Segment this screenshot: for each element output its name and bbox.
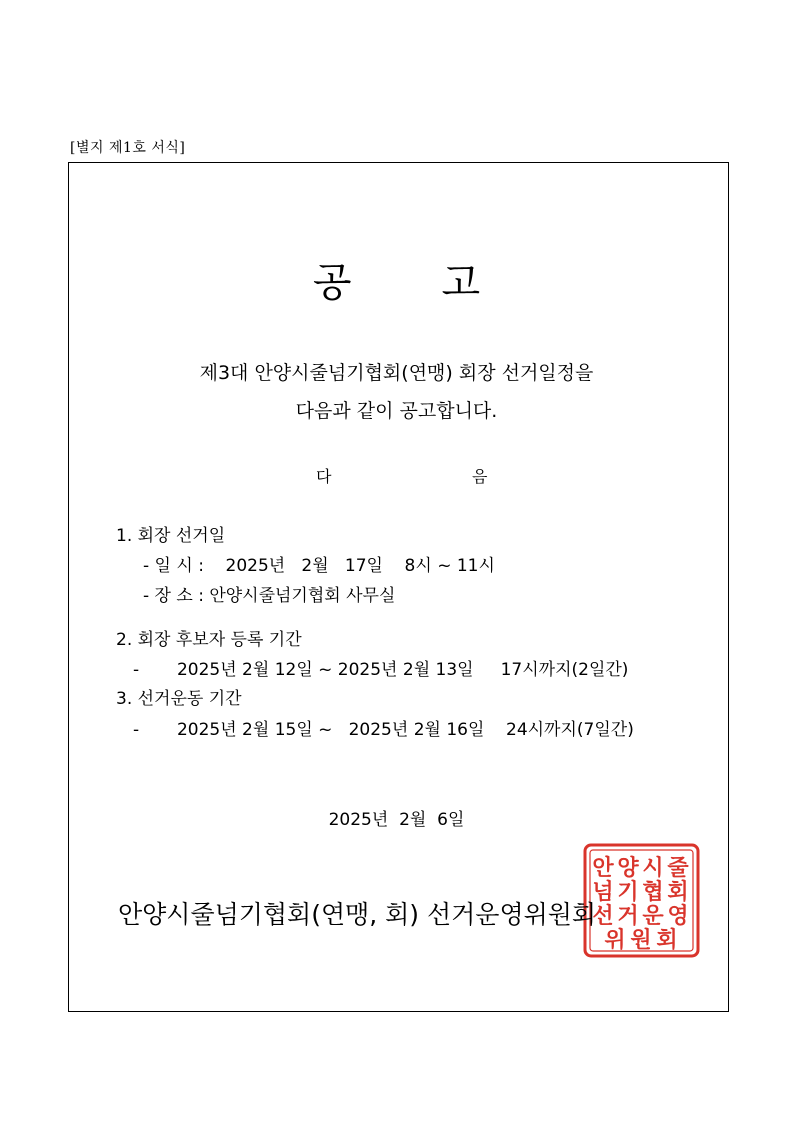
svg-text:회: 회 bbox=[667, 880, 689, 905]
svg-text:원: 원 bbox=[630, 928, 652, 953]
election-place: - 장 소 : 안양시줄넘기협회 사무실 bbox=[143, 586, 396, 606]
registration-period: - 2025년 2월 12일 ~ 2025년 2월 13일 17시까지(2일간) bbox=[133, 660, 629, 680]
intro-line-2: 다음과 같이 공고합니다. bbox=[295, 400, 498, 422]
svg-text:넘: 넘 bbox=[592, 880, 614, 905]
intro-line-1: 제3대 안양시줄넘기협회(연맹) 회장 선거일정을 bbox=[199, 362, 594, 384]
svg-text:운: 운 bbox=[642, 904, 664, 929]
svg-text:거: 거 bbox=[617, 904, 639, 929]
registration-heading: 2. 회장 후보자 등록 기간 bbox=[116, 630, 302, 650]
svg-text:안: 안 bbox=[592, 856, 614, 881]
svg-text:선: 선 bbox=[592, 904, 614, 929]
committee-name: 안양시줄넘기협회(연맹, 회) 선거운영위원회 bbox=[118, 900, 597, 929]
svg-text:시: 시 bbox=[642, 856, 664, 881]
notice-title: 공고 bbox=[312, 260, 571, 306]
da-eum-right: 음 bbox=[472, 467, 488, 486]
svg-text:협: 협 bbox=[642, 880, 664, 905]
svg-text:위: 위 bbox=[604, 928, 626, 953]
committee-seal bbox=[583, 843, 700, 958]
svg-text:양: 양 bbox=[617, 856, 639, 881]
svg-text:회: 회 bbox=[656, 928, 678, 953]
campaign-period: - 2025년 2월 15일 ~ 2025년 2월 16일 24시까지(7일간) bbox=[133, 720, 634, 740]
notice-date: 2025년 2월 6일 bbox=[328, 810, 465, 830]
election-day-heading: 1. 회장 선거일 bbox=[116, 526, 226, 546]
svg-text:기: 기 bbox=[617, 880, 639, 905]
form-label: [별지 제1호 서식] bbox=[70, 140, 186, 156]
svg-text:영: 영 bbox=[667, 904, 689, 929]
da-eum-left: 다 bbox=[316, 467, 332, 486]
svg-text:줄: 줄 bbox=[667, 856, 689, 881]
campaign-heading: 3. 선거운동 기간 bbox=[116, 689, 242, 709]
election-datetime: - 일 시 : 2025년 2월 17일 8시 ~ 11시 bbox=[143, 556, 495, 576]
